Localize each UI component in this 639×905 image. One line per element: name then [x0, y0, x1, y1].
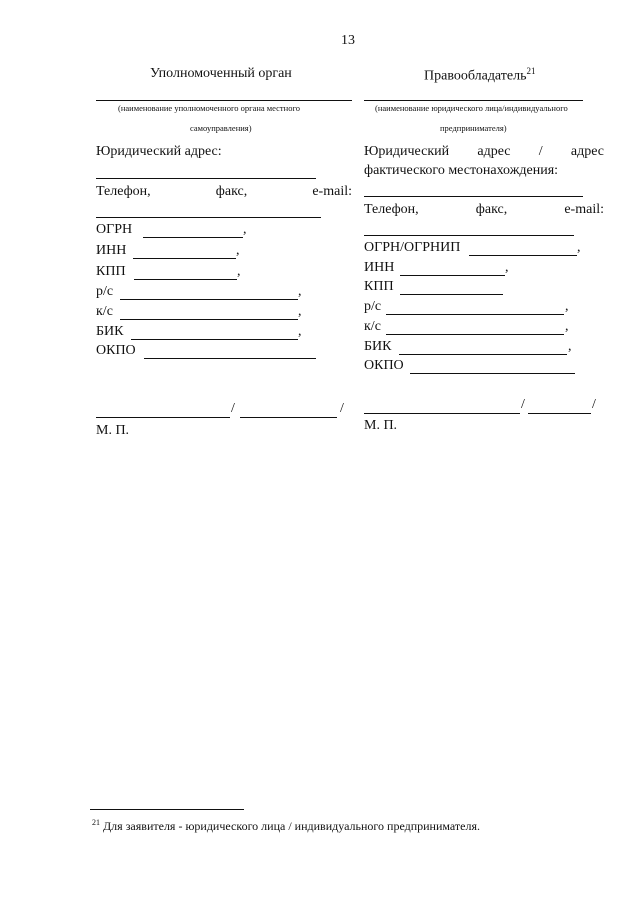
right-ks-comma: , — [565, 319, 569, 334]
right-address-row — [364, 144, 604, 160]
right-address-line-2: фактического местонахождения: — [364, 163, 559, 178]
left-caption-1: (наименование уполномоченного органа местного — [118, 103, 300, 113]
right-rs-label: р/с — [364, 299, 382, 314]
right-phone-label: Телефон, — [364, 202, 419, 217]
left-okpo-label: ОКПО — [96, 343, 136, 358]
left-ogrn-line — [143, 237, 243, 238]
right-address-blank — [364, 196, 583, 197]
left-bik-comma: , — [298, 324, 302, 339]
right-ogrn-line — [469, 255, 577, 256]
footnote-separator — [90, 809, 244, 810]
left-fax-label: факс, — [215, 184, 248, 199]
right-addr-word-3: / — [538, 144, 543, 159]
left-ogrn-comma: , — [243, 222, 247, 237]
right-kpp-label: КПП — [364, 279, 394, 294]
right-contacts-line — [364, 235, 574, 236]
left-heading: Уполномоченный орган — [150, 66, 292, 81]
left-signature-slash-1: / — [231, 401, 235, 416]
left-stamp-label: М. П. — [96, 423, 130, 438]
right-inn-label: ИНН — [364, 260, 395, 275]
right-heading — [424, 66, 536, 85]
right-stamp-label: М. П. — [364, 418, 398, 433]
left-contacts-line — [96, 217, 321, 218]
left-name-signature-line — [240, 417, 337, 418]
right-bik-comma: , — [568, 339, 572, 354]
right-ks-line — [386, 334, 564, 335]
right-name-signature-line — [528, 413, 591, 414]
right-signature-slash-1: / — [521, 397, 525, 412]
left-ks-label: к/с — [96, 304, 113, 319]
left-contacts-row — [96, 184, 352, 200]
footnote-number: 21 — [92, 818, 100, 827]
left-ks-line — [120, 319, 298, 320]
right-fax-label: факс, — [475, 202, 508, 217]
left-inn-label: ИНН — [96, 243, 127, 258]
left-ks-comma: , — [298, 304, 302, 319]
right-okpo-line — [410, 373, 575, 374]
right-inn-comma: , — [505, 260, 509, 275]
left-signature-slash-2: / — [340, 401, 344, 416]
left-bik-label: БИК — [96, 324, 124, 339]
right-addr-word-4: адрес — [570, 144, 604, 159]
left-kpp-comma: , — [237, 264, 241, 279]
left-inn-comma: , — [236, 243, 240, 258]
right-bik-line — [399, 354, 567, 355]
right-rs-comma: , — [565, 299, 569, 314]
right-inn-line — [400, 275, 505, 276]
right-ogrn-comma: , — [577, 240, 581, 255]
left-legal-address-label: Юридический адрес: — [96, 144, 222, 159]
right-ogrn-label: ОГРН/ОГРНИП — [364, 240, 461, 255]
right-caption-2: предпринимателя) — [440, 123, 507, 133]
right-contacts-row — [364, 202, 604, 218]
right-ks-label: к/с — [364, 319, 381, 334]
right-bik-label: БИК — [364, 339, 392, 354]
left-ogrn-label: ОГРН — [96, 222, 133, 237]
right-caption-1: (наименование юридического лица/индивидуального — [375, 103, 568, 113]
left-name-line — [96, 100, 352, 101]
left-okpo-line — [144, 358, 316, 359]
left-inn-line — [133, 258, 236, 259]
right-signature-slash-2: / — [592, 397, 596, 412]
right-heading-text: Правообладатель — [424, 68, 527, 84]
left-caption-2: самоуправления) — [190, 123, 252, 133]
left-kpp-label: КПП — [96, 264, 126, 279]
right-email-label: e-mail: — [564, 202, 604, 217]
left-rs-comma: , — [298, 284, 302, 299]
left-rs-label: р/с — [96, 284, 114, 299]
left-rs-line — [120, 299, 298, 300]
right-addr-word-1: Юридический — [364, 144, 450, 159]
right-footnote-ref: 21 — [526, 66, 536, 76]
right-addr-word-2: адрес — [477, 144, 511, 159]
right-name-line — [364, 100, 583, 101]
page-number: 13 — [341, 33, 355, 48]
left-email-label: e-mail: — [312, 184, 352, 199]
right-kpp-line — [400, 294, 503, 295]
left-address-line — [96, 178, 316, 179]
right-okpo-label: ОКПО — [364, 358, 404, 373]
left-kpp-line — [134, 279, 237, 280]
left-signature-line — [96, 417, 230, 418]
left-bik-line — [131, 339, 298, 340]
footnote-text: Для заявителя - юридического лица / индивидуального предпринимателя. — [103, 819, 481, 833]
left-phone-label: Телефон, — [96, 184, 151, 199]
right-signature-line — [364, 413, 520, 414]
footnote — [92, 818, 480, 834]
right-rs-line — [386, 314, 564, 315]
